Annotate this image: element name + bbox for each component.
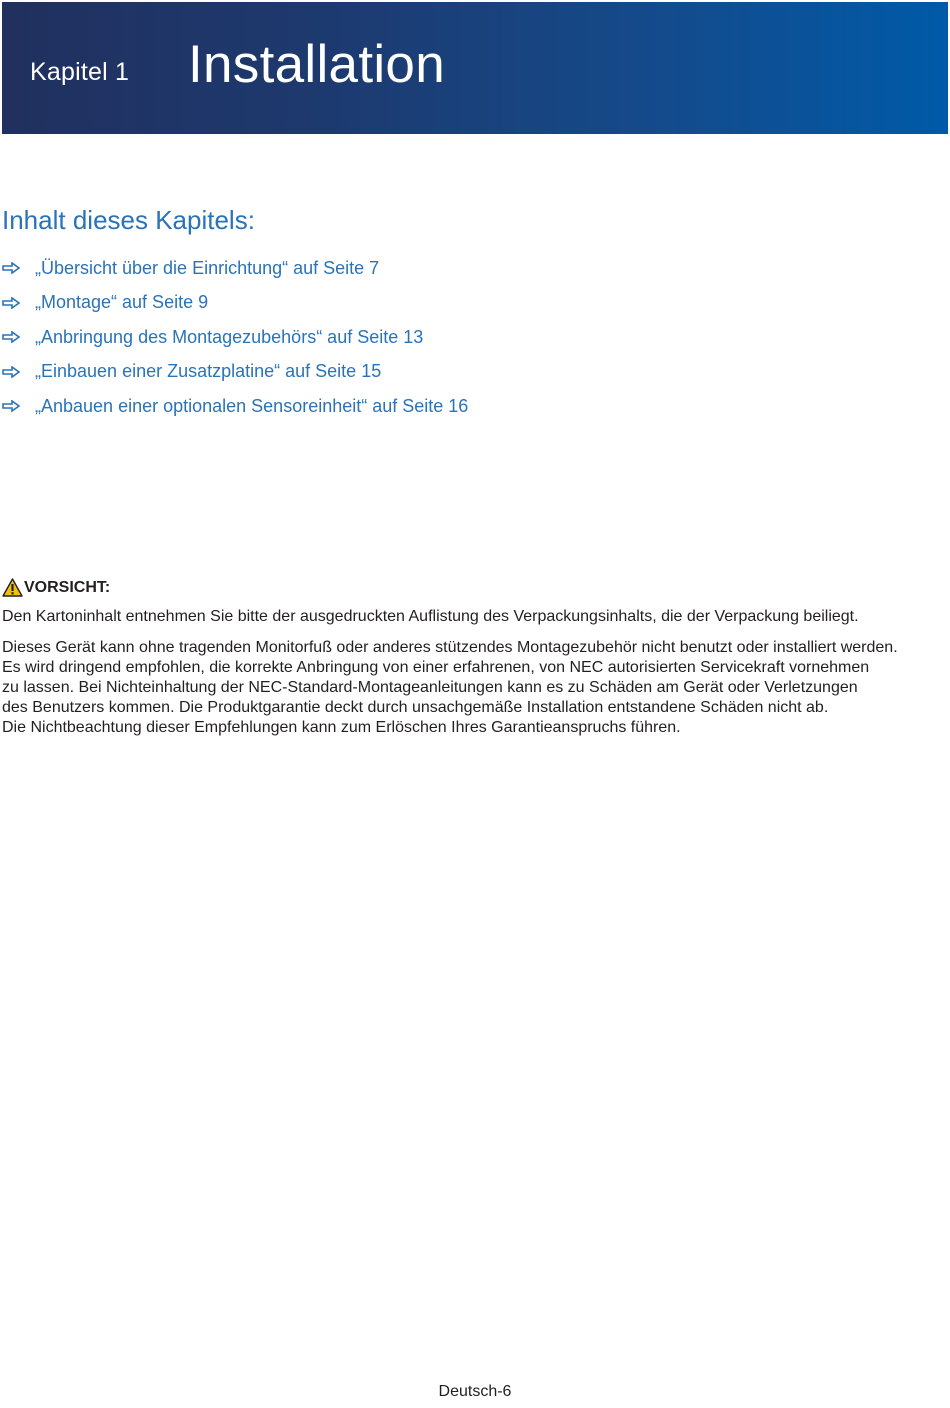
toc-link-sensor-unit[interactable] [2,389,468,424]
page-number: Deutsch-6 [438,1383,512,1400]
toc-link-label[interactable]: „Anbringung des Montagezubehörs“ auf Seite 13 [35,326,424,347]
toc-link-option-board[interactable] [2,355,468,390]
caution-text-line: Dieses Gerät kann ohne tragenden Monitorfuß oder anderes stützendes Montagezubehör nicht benutzt oder installiert werden. [2,639,898,656]
caution-label: VORSICHT: [24,578,111,596]
contents-heading: Inhalt dieses Kapitels: [2,205,255,235]
hollow-right-arrow-icon [2,366,22,378]
chapter-contents-list [2,251,468,424]
warning-triangle-icon [2,578,23,597]
hollow-right-arrow-icon [2,400,22,412]
hollow-right-arrow-icon [2,297,22,309]
toc-link-label[interactable]: „Einbauen einer Zusatzplatine“ auf Seite 15 [35,361,382,382]
toc-link-label[interactable]: „Übersicht über die Einrichtung“ auf Seite 7 [35,257,380,278]
caution-text-line: des Benutzers kommen. Die Produktgarantie deckt durch unsachgemäße Installation entstandene Schäden nicht ab. [2,699,829,716]
caution-text-line: Es wird dringend empfohlen, die korrekte Anbringung von einer erfahrenen, von NEC autorisierten Servicekraft vornehmen [2,659,870,676]
chapter-number: Kapitel 1 [30,58,130,86]
caution-text-line: Die Nichtbeachtung dieser Empfehlungen kann zum Erlöschen Ihres Garantieanspruchs führen. [2,719,681,736]
chapter-banner [2,2,948,134]
chapter-title: Installation [188,35,445,94]
caution-header [2,578,110,597]
caution-text-line: zu lassen. Bei Nichteinhaltung der NEC-Standard-Montageanleitungen kann es zu Schäden am Gerät oder Verletzungen [2,679,858,696]
caution-paragraph-installation [2,638,942,738]
hollow-right-arrow-icon [2,262,22,274]
caution-paragraph-contents: Den Kartoninhalt entnehmen Sie bitte der ausgedruckten Auflistung des Verpackungsinhalts, die der Verpackung beiliegt. [2,608,859,625]
hollow-right-arrow-icon [2,331,22,343]
toc-link-mounting[interactable] [2,286,468,321]
toc-link-overview[interactable] [2,251,468,286]
toc-link-label[interactable]: „Montage“ auf Seite 9 [35,292,209,313]
toc-link-label[interactable]: „Anbauen einer optionalen Sensoreinheit“ auf Seite 16 [35,395,469,416]
toc-link-mounting-accessories[interactable] [2,320,468,355]
